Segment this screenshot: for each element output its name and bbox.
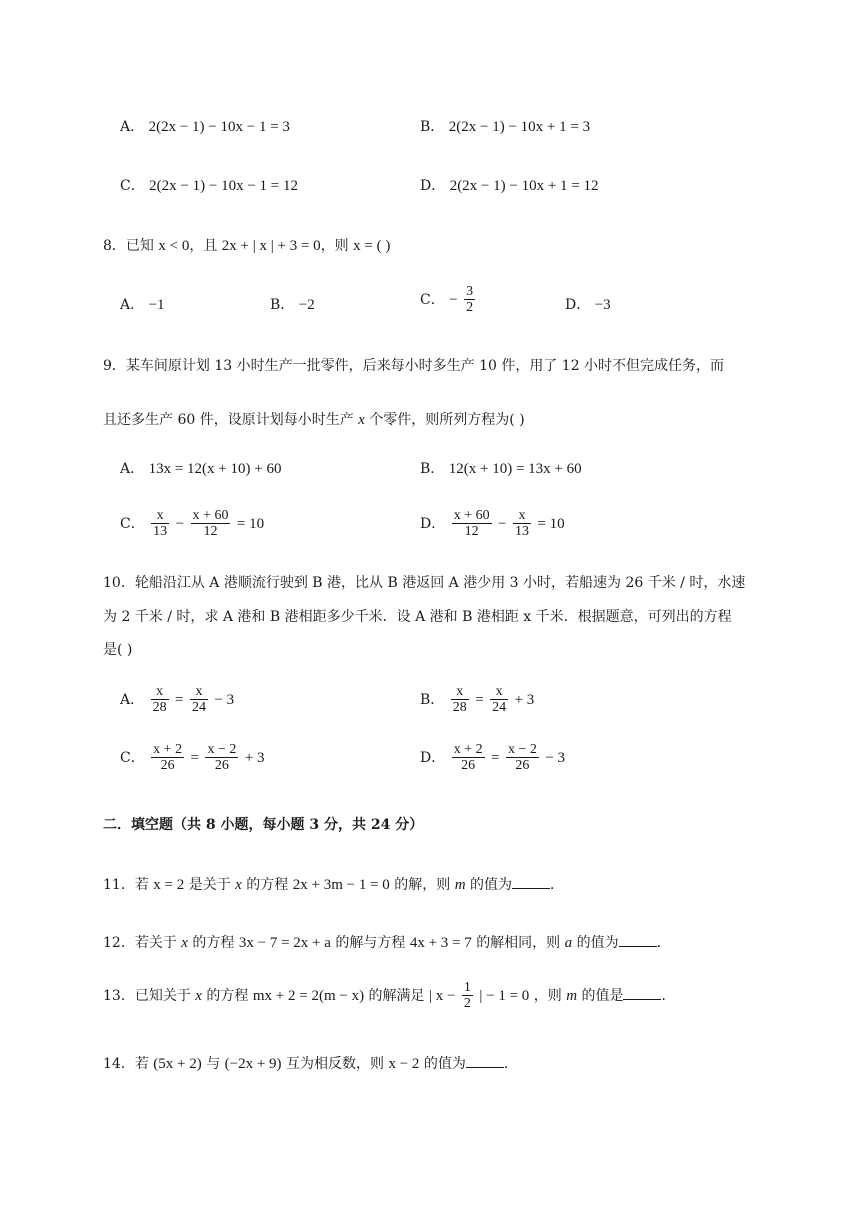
option-label: C． [120,749,145,766]
stem-text: 的方程 [192,935,235,951]
option-label: C． [120,515,145,532]
q8-stem [103,235,390,255]
stem-text: ． [661,987,676,1004]
stem-math: | − 1 = 0 [479,987,530,1004]
q10-option-b [420,684,534,716]
denominator: 26 [160,758,175,774]
option-label: B． [420,461,445,477]
option-text: −1 [148,297,165,313]
stem-var: a [564,935,573,951]
answer-blank[interactable] [466,1055,504,1068]
denominator: 24 [191,700,206,716]
numerator: x + 60 [453,508,490,523]
numerator: x [451,684,469,700]
section-heading: 二．填空题（共 8 小题，每小题 3 分，共 24 分） [103,817,424,833]
q9-stem-line2 [103,409,525,429]
option-text: 2(2x − 1) − 10x + 1 = 12 [449,178,599,194]
q9-stem-line1: 9．某车间原计划 13 小时生产一批零件，后来每小时多生产 10 件，用了 12 小时不但完成任务，而 [103,358,725,374]
option-label: C． [420,291,445,308]
stem-var: x [195,987,202,1004]
option-label: A． [120,297,145,313]
stem-math: x < 0 [158,238,190,254]
option-label: B． [420,691,445,708]
option-text: = 10 [236,515,265,532]
stem-text: ，则 [320,238,349,254]
fraction [462,980,473,1012]
stem-text: 是关于 [188,877,231,893]
option-text: 2(2x − 1) − 10x − 1 = 3 [148,119,290,135]
stem-text: 的解，则 [394,877,451,893]
option-text: 13x = 12(x + 10) + 60 [148,461,282,477]
stem-math: mx + 2 = 2(m − x) [252,987,365,1004]
stem-math: x − 2 [388,1056,420,1072]
option-text: 2(2x − 1) − 10x + 1 = 3 [448,119,591,135]
option-label: D． [420,515,446,532]
fraction [451,684,469,716]
fraction [151,684,169,716]
q9-option-a [120,458,281,478]
fraction [506,742,539,774]
fraction [464,284,475,316]
numerator: x [190,684,208,700]
q10-stem-line2: 为 2 千米 / 时，求 A 港和 B 港相距多少千米．设 A 港和 B 港相距 x 千米．根据题意，可列出的方程 [103,609,732,625]
stem-var: x [181,935,188,951]
fraction [490,684,508,716]
stem-text: 13．已知关于 [103,987,191,1004]
stem-text: ，则 [533,987,562,1004]
stem-math: 4x + 3 = 7 [409,935,472,951]
q7-option-d [420,175,599,195]
stem-text: ． [549,877,564,893]
numerator: x [151,508,169,524]
operator: = [175,691,184,708]
option-label: A． [120,691,145,708]
answer-blank[interactable] [512,876,550,889]
fraction [190,684,208,716]
stem-var: x [235,877,242,893]
denominator: 26 [214,758,229,774]
stem-text: 互为相反数，则 [286,1056,385,1072]
stem-math: 3x − 7 = 2x + a [238,935,331,951]
q10-option-c [120,742,265,774]
stem-text: 的值为 [469,877,512,893]
denominator: 13 [514,524,529,540]
operator: − [498,515,507,532]
fraction [452,508,492,540]
stem-var: x [358,412,365,428]
stem-text: 的解与方程 [335,935,406,951]
q7-option-c [120,175,298,195]
denominator: 24 [492,700,507,716]
option-text: + 3 [514,691,535,708]
stem-text: 11．若 [103,877,149,893]
stem-math: x = ( ) [353,238,391,254]
q11 [103,874,564,894]
denominator: 28 [152,700,167,716]
q12 [103,932,671,952]
stem-text: 个零件，则所列方程为( ) [369,412,525,428]
answer-blank[interactable] [619,934,657,947]
denominator: 26 [461,758,476,774]
option-label: C． [120,178,145,194]
q13 [103,980,675,1012]
option-label: B． [270,297,295,313]
stem-math: | x − [428,987,456,1004]
numerator: 1 [463,980,471,995]
option-label: A． [120,119,145,135]
denominator: 28 [452,700,467,716]
fraction [205,742,238,774]
numerator: x [151,684,169,700]
option-text: = 10 [537,515,565,532]
stem-text: 的值是 [581,987,624,1004]
option-text: −2 [298,297,315,313]
fraction [151,742,184,774]
stem-text: ． [656,935,671,951]
q10-option-a [120,684,234,716]
stem-text: 的值为 [576,935,619,951]
numerator: x − 2 [207,742,237,757]
q9-option-d [420,508,565,540]
q10-option-d [420,742,565,774]
fraction [513,508,531,540]
numerator: x + 60 [192,508,229,523]
option-label: D． [420,178,446,194]
operator: = [475,691,484,708]
q8-option-b [270,294,315,314]
stem-text: ． [503,1056,518,1072]
stem-var: m [566,987,578,1004]
stem-text: 12．若关于 [103,935,177,951]
stem-text: 的方程 [206,987,249,1004]
q10-stem-line3: 是( ) [103,642,133,658]
q8-option-d [565,294,611,314]
fraction [151,508,169,540]
q14 [103,1053,518,1073]
option-text: + 3 [244,749,265,766]
option-label: A． [120,461,145,477]
stem-math: (−2x + 9) [224,1056,282,1072]
stem-text: 的解满足 [368,987,425,1004]
stem-text: 的方程 [246,877,289,893]
option-text: − 3 [545,749,566,766]
denominator: 2 [463,996,471,1012]
option-label: B． [420,119,445,135]
operator: = [190,749,199,766]
fraction [452,742,485,774]
numerator: x [490,684,508,700]
numerator: x [513,508,531,524]
numerator: 3 [466,284,474,299]
stem-math: x = 2 [153,877,185,893]
answer-blank[interactable] [623,987,661,1000]
stem-text: 14．若 [103,1056,149,1072]
numerator: x + 2 [153,742,183,757]
option-text: − 3 [214,691,235,708]
option-text: 12(x + 10) = 13x + 60 [448,461,582,477]
q10-stem-line1: 10．轮船沿江从 A 港顺流行驶到 B 港，比从 B 港返回 A 港少用 3 小时，若船速为 26 千米 / 时，水速 [103,575,746,591]
denominator: 26 [515,758,530,774]
operator: − [175,515,185,532]
numerator: x − 2 [507,742,537,757]
stem-text: ，且 [189,238,218,254]
denominator: 2 [466,300,474,316]
stem-text: 且还多生产 60 件，设原计划每小时生产 [103,412,354,428]
denominator: 12 [203,524,218,540]
option-text: −3 [594,297,611,313]
numerator: x + 2 [453,742,483,757]
q7-option-a [120,116,290,136]
q7-option-b [420,116,590,136]
q8-option-a [120,294,165,314]
denominator: 12 [464,524,479,540]
option-text: 2(2x − 1) − 10x − 1 = 12 [149,178,298,194]
stem-var: m [454,877,466,893]
stem-math: 2x + 3m − 1 = 0 [292,877,390,893]
fraction [191,508,231,540]
stem-text: 的解相同，则 [476,935,561,951]
stem-text: 与 [206,1056,221,1072]
operator: = [491,749,500,766]
q9-option-b [420,458,582,478]
stem-text: 8．已知 [103,238,154,254]
stem-text: 的值为 [423,1056,466,1072]
option-text: − [449,291,458,308]
denominator: 13 [153,524,168,540]
q8-option-c [420,284,477,316]
stem-math: (5x + 2) [153,1056,202,1072]
stem-math: 2x + | x | + 3 = 0 [221,238,321,254]
q9-option-c [120,508,264,540]
option-label: D． [420,749,446,766]
option-label: D． [565,297,591,313]
